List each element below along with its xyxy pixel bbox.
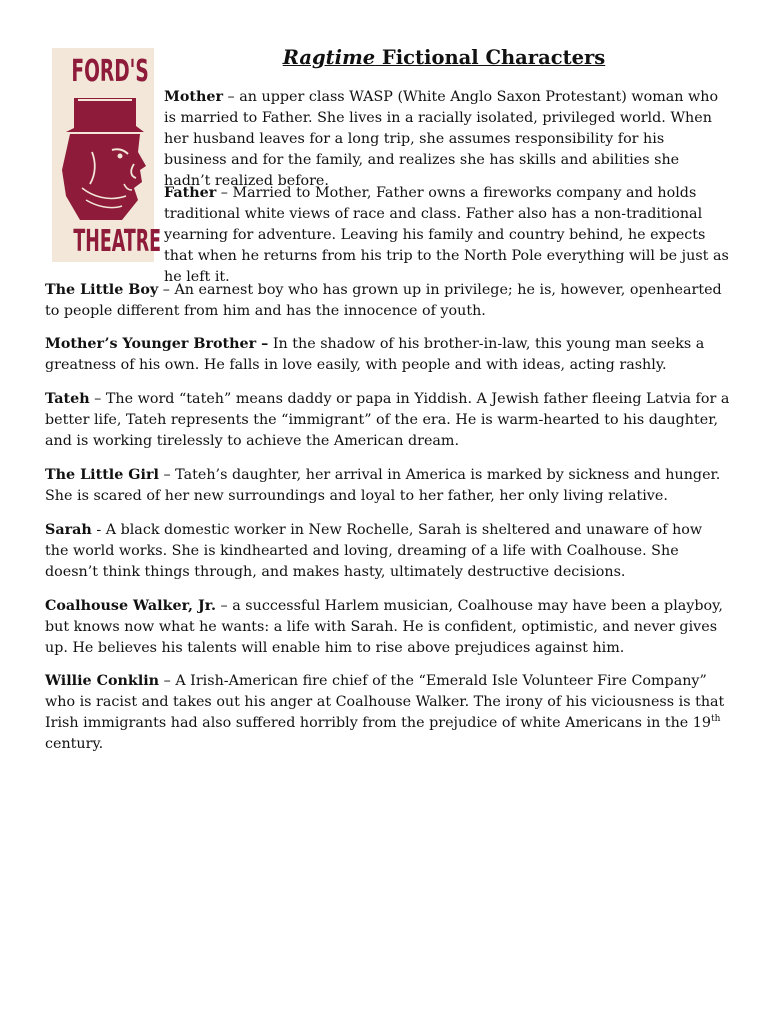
fords-theatre-logo [52,48,162,262]
character-desc: – a successful Harlem musician, Coalhouse may have been a playboy, but knows now what he wants: a life with Sarah. He is confident, optimistic, and never gives up. He believes his talents will enable him to rise above prejudices against him. [45,598,723,656]
character-entry-tateh [45,389,730,452]
character-desc: - A black domestic worker in New Rochelle, Sarah is sheltered and unaware of how the world works. She is kindhearted and loving, dreaming of a life with Coalhouse. She doesn’t think things through, and makes hasty, ultimately destructive decisions. [45,522,703,580]
character-entry-little-girl [45,465,730,507]
character-entry-father [164,183,730,288]
character-name: Sarah [45,522,92,538]
character-desc: – A Irish-American fire chief of the “Emerald Isle Volunteer Fire Company” who is racist and takes out his anger at Coalhouse Walker. The irony of his viciousness is that Irish immigrants had also suffered horribly from the prejudice of white Americans in the 19 [45,673,725,731]
title-rest: Fictional Characters [375,46,606,69]
character-entry-willie-conklin [45,671,730,755]
document-title [160,46,728,69]
character-desc-end: century. [45,736,104,752]
character-entry-sarah [45,520,730,583]
logo-top-word: FORD'S [71,54,149,89]
character-desc: – Tateh’s daughter, her arrival in America is marked by sickness and hunger. She is scared of her new surroundings and loyal to her father, her only living relative. [45,467,721,504]
character-name: Coalhouse Walker, Jr. [45,598,216,614]
character-desc: – The word “tateh” means daddy or papa in Yiddish. A Jewish father fleeing Latvia for a better life, Tateh represents the “immigrant” of the era. He is warm-hearted to his daughter, and is working tirelessly to achieve the American dream. [45,391,730,449]
character-name: Willie Conklin [45,673,160,689]
character-desc: – an upper class WASP (White Anglo Saxon Protestant) woman who is married to Father. She lives in a racially isolated, privileged world. When her husband leaves for a long trip, she assumes responsibility for his business and for the family, and realizes she has skills and abilities she hadn’t realized before. [164,89,719,189]
character-entry-younger-brother [45,334,730,376]
lincoln-profile-icon [52,92,154,224]
title-italic: Ragtime [282,46,376,69]
character-name: Father [164,185,217,201]
superscript-th: th [711,714,721,725]
character-desc: In the shadow of his brother-in-law, this young man seeks a greatness of his own. He falls in love easily, with people and with ideas, acting rashly. [45,336,705,373]
character-name: The Little Boy [45,282,159,298]
character-entry-little-boy [45,280,730,322]
character-entry-coalhouse [45,596,730,659]
character-desc: – An earnest boy who has grown up in privilege; he is, however, openhearted to people different from him and has the innocence of youth. [45,282,722,319]
character-name: Mother [164,89,223,105]
character-name: Mother’s Younger Brother – [45,336,269,352]
logo-bottom-word: THEATRE [73,224,162,259]
character-entry-mother [164,87,730,192]
character-name: The Little Girl [45,467,159,483]
character-desc: – Married to Mother, Father owns a fireworks company and holds traditional white views of race and class. Father also has a non-traditional yearning for adventure. Leaving his family and country behind, he expects that when he returns from his trip to the North Pole everything will be just as he left it. [164,185,729,285]
character-name: Tateh [45,391,90,407]
